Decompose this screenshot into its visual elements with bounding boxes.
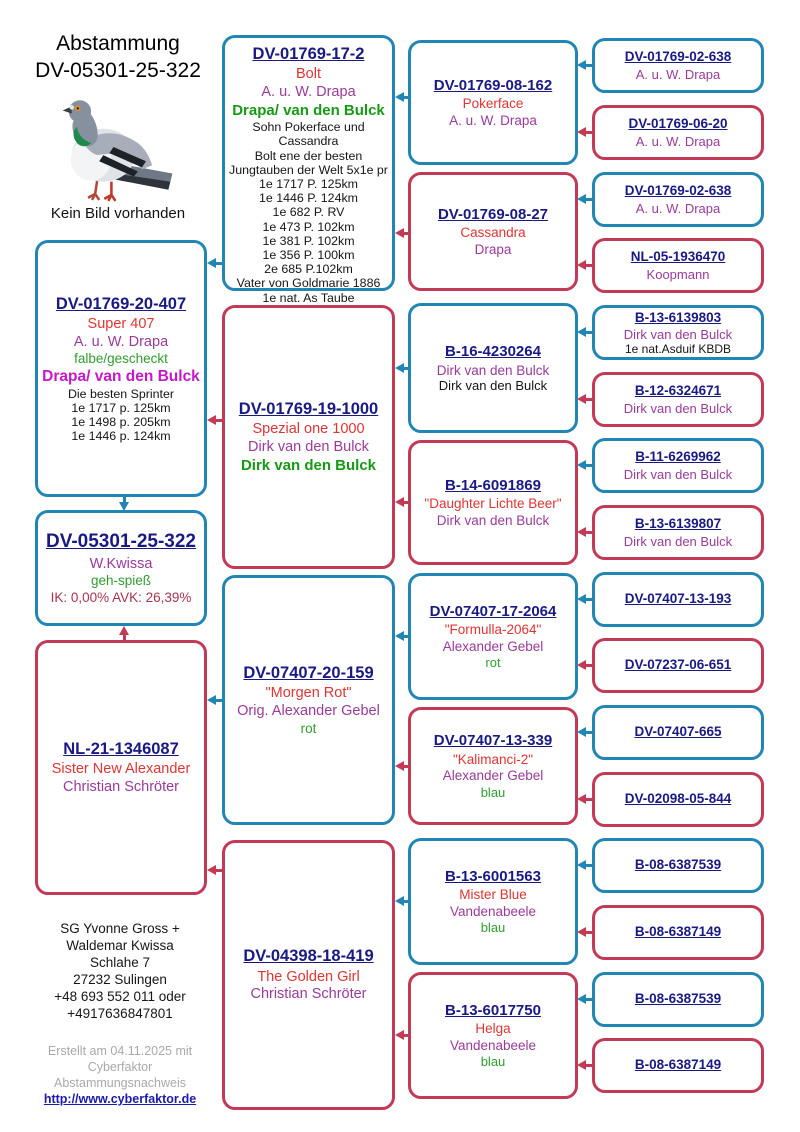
ring-number: B-13-6001563 [445, 867, 541, 885]
box-line: 1e 381 P. 102km [262, 233, 355, 248]
sire-arrow-left-icon [586, 864, 593, 867]
box-line: "Morgen Rot" [265, 685, 352, 702]
ring-number: DV-07237-06-651 [624, 657, 732, 673]
box-line: Vater von Goldmarie 1886 [236, 276, 381, 291]
text-line: 27232 Sulingen [73, 972, 167, 987]
box-subject [35, 510, 207, 626]
ring-number: DV-01769-08-27 [437, 205, 549, 223]
box-line: Orig. Alexander Gebel [237, 702, 380, 719]
box-line: Vandenabeele [449, 903, 537, 919]
box-line: "Formulla-2064" [444, 622, 542, 638]
box-line: blau [480, 784, 506, 800]
box-line: Helga [475, 1021, 511, 1037]
box-line: Vandenabeele [449, 1037, 537, 1053]
sire-arrow-left-icon [404, 900, 409, 903]
box-line: A. u. W. Drapa [635, 66, 721, 82]
box-great-grandparent-2 [408, 172, 578, 291]
title-ring-number: DV-05301-25-322 [35, 59, 201, 82]
box-line: Christian Schröter [62, 778, 180, 795]
box-line: Pokerface [462, 96, 524, 112]
box-gg-grandparent-5 [592, 305, 764, 360]
pigeon-photo [52, 84, 180, 204]
ring-number: DV-01769-17-2 [252, 45, 365, 63]
ring-number: B-11-6269962 [635, 449, 721, 465]
box-line: "Daughter Lichte Beer" [424, 496, 562, 512]
ring-number: B-08-6387149 [634, 1057, 722, 1073]
dam-arrow-left-icon [586, 664, 593, 667]
sire-arrow-left-icon [586, 64, 593, 67]
box-line: falbe/gescheckt [74, 351, 168, 367]
box-line: A. u. W. Drapa [73, 333, 169, 350]
box-great-grandparent-7 [408, 838, 578, 965]
box-line: Drapa/ van den Bulck [42, 367, 200, 385]
box-mother [35, 640, 207, 895]
box-line: 1e 473 P. 102km [262, 219, 355, 234]
ring-number: DV-01769-20-407 [55, 294, 187, 313]
box-line: 1e nat.Asduif KBDB [624, 341, 732, 356]
ring-number: NL-21-1346087 [63, 739, 179, 758]
box-line: Dirk van den Bulck [436, 512, 550, 528]
box-gg-grandparent-14 [592, 905, 764, 960]
text-line: Abstammungsnachweis [53, 1076, 186, 1090]
box-line: 1e 1717 p. 125km [71, 400, 171, 415]
box-gg-grandparent-11 [592, 705, 764, 760]
box-line: blau [480, 1054, 506, 1070]
text-line: SG Yvonne Gross + [60, 921, 180, 936]
sire-arrow-left-icon [404, 635, 409, 638]
ring-number: DV-01769-02-638 [624, 49, 732, 65]
box-line: Drapa/ van den Bulck [232, 101, 385, 119]
box-grandsire-paternal [222, 35, 395, 305]
box-line: Dirk van den Bulck [623, 533, 733, 549]
text-line: +48 693 552 011 oder [54, 989, 186, 1004]
box-line: Cassandra [460, 225, 526, 241]
ring-number: B-08-6387539 [634, 857, 722, 873]
box-line: Dirk van den Bulck [248, 439, 369, 456]
box-gg-grandparent-12 [592, 772, 764, 827]
box-gg-grandparent-7 [592, 438, 764, 493]
box-line: IK: 0,00% AVK: 26,39% [50, 589, 192, 605]
box-gg-grandparent-1 [592, 38, 764, 93]
box-line: Jungtauben der Welt 5x1e pr [229, 162, 388, 177]
box-line: A. u. W. Drapa [635, 200, 721, 216]
box-line: Spezial one 1000 [252, 421, 365, 438]
box-line: The Golden Girl [257, 968, 360, 985]
sire-arrow-left-icon [586, 731, 593, 734]
box-great-grandparent-4 [408, 440, 578, 565]
box-line: Dirk van den Bulck [623, 400, 733, 416]
box-granddam-paternal [222, 305, 395, 569]
sire-arrow-left-icon [216, 262, 223, 265]
ring-number: B-16-4230264 [445, 343, 541, 361]
footer-credit [18, 1043, 222, 1107]
box-line: A. u. W. Drapa [261, 84, 356, 101]
ring-number: DV-07407-17-2064 [429, 602, 557, 620]
dam-arrow-left-icon [586, 531, 593, 534]
box-line: 1e 1446 p. 124km [71, 429, 171, 444]
box-gg-grandparent-13 [592, 838, 764, 893]
ring-number: B-08-6387539 [634, 991, 722, 1007]
sire-arrow-left-icon [586, 464, 593, 467]
dam-arrow-left-icon [216, 419, 223, 422]
box-line: 1e 682 P. RV [272, 205, 345, 220]
dam-arrow-left-icon [586, 264, 593, 267]
box-line: Sister New Alexander [51, 761, 191, 778]
box-gg-grandparent-3 [592, 172, 764, 227]
ring-number: DV-01769-08-162 [433, 76, 553, 94]
box-line: rot [485, 655, 501, 671]
ring-number: DV-07407-665 [634, 724, 722, 740]
box-gg-grandparent-15 [592, 972, 764, 1027]
box-line: Bolt ene der besten [254, 148, 363, 163]
box-line: Alexander Gebel [442, 768, 544, 784]
ring-number: B-14-6091869 [445, 476, 541, 494]
box-line: Sohn Pokerface und [252, 120, 365, 135]
box-gg-grandparent-8 [592, 505, 764, 560]
box-great-grandparent-5 [408, 573, 578, 700]
ring-number: B-13-6139807 [634, 516, 722, 532]
ring-number: DV-02098-05-844 [624, 791, 732, 807]
box-line: Dirk van den Bulck [623, 466, 733, 482]
ring-number: DV-04398-18-419 [243, 947, 374, 966]
dam-arrow-left-icon [404, 232, 409, 235]
box-gg-grandparent-2 [592, 105, 764, 160]
box-father [35, 240, 207, 497]
ring-number: DV-01769-19-1000 [238, 399, 379, 418]
credit-lines [18, 1043, 222, 1091]
dam-arrow-left-icon [404, 765, 409, 768]
box-line: Dirk van den Bulck [240, 456, 377, 474]
box-great-grandparent-1 [408, 40, 578, 165]
sire-arrow-left-icon [404, 367, 409, 370]
box-line: 2e 685 P.102km [264, 262, 353, 277]
ring-number: B-13-6139803 [634, 309, 722, 325]
sire-arrow-left-icon [216, 699, 223, 702]
box-line: Christian Schröter [250, 986, 367, 1003]
dam-arrow-up-icon [123, 635, 126, 640]
sire-arrow-left-icon [586, 998, 593, 1001]
box-granddam-maternal [222, 840, 395, 1110]
owner-address [18, 920, 222, 1022]
title-line-1: Abstammung [56, 32, 180, 55]
box-gg-grandparent-10 [592, 638, 764, 693]
dam-arrow-left-icon [586, 1064, 593, 1067]
box-line: Mister Blue [459, 887, 527, 903]
sire-arrow-left-icon [586, 198, 593, 201]
sire-arrow-down-icon [123, 497, 126, 502]
ring-number: DV-05301-25-322 [46, 530, 196, 552]
box-line: Drapa [474, 241, 512, 257]
box-line: Alexander Gebel [442, 638, 544, 654]
box-great-grandparent-3 [408, 303, 578, 433]
box-line: Cassandra [278, 134, 339, 149]
box-line: geh-spieß [90, 573, 152, 589]
dam-arrow-left-icon [586, 798, 593, 801]
dam-arrow-left-icon [586, 131, 593, 134]
dam-arrow-left-icon [586, 931, 593, 934]
sire-arrow-left-icon [404, 96, 409, 99]
box-gg-grandparent-9 [592, 572, 764, 627]
box-line: "Kalimanci-2" [452, 751, 534, 767]
box-gg-grandparent-16 [592, 1038, 764, 1093]
dam-arrow-left-icon [586, 398, 593, 401]
box-great-grandparent-8 [408, 972, 578, 1099]
box-line: Super 407 [87, 315, 155, 332]
box-line: 1e 1717 P. 125km [259, 176, 358, 191]
dam-arrow-left-icon [216, 869, 223, 872]
box-line: 1e 1446 P. 124km [259, 191, 358, 206]
box-line: Bolt [296, 66, 321, 83]
ring-number: B-13-6017750 [445, 1001, 541, 1019]
box-line: blau [480, 920, 506, 936]
text-line: Waldemar Kwissa [66, 938, 174, 953]
sire-arrow-left-icon [586, 598, 593, 601]
ring-number: NL-05-1936470 [630, 249, 726, 265]
text-line: +4917636847801 [67, 1006, 173, 1021]
ring-number: DV-07407-13-339 [433, 732, 553, 750]
ring-number: B-08-6387149 [634, 924, 722, 940]
ring-number: DV-01769-02-638 [624, 183, 732, 199]
box-great-grandparent-6 [408, 707, 578, 825]
box-line: A. u. W. Drapa [449, 112, 537, 128]
box-line: 1e 1498 p. 205km [71, 415, 171, 430]
ring-number: DV-07407-13-193 [624, 591, 732, 607]
no-image-caption: Kein Bild vorhanden [50, 205, 186, 222]
box-line: Dirk van den Bulck [436, 362, 550, 378]
box-gg-grandparent-6 [592, 372, 764, 427]
dam-arrow-left-icon [404, 501, 409, 504]
box-line: Die besten Sprinter [67, 386, 175, 401]
ring-number: B-12-6324671 [634, 383, 722, 399]
box-grandsire-maternal [222, 575, 395, 825]
box-line: Koopmann [646, 266, 710, 282]
text-line: Erstellt am 04.11.2025 mit [47, 1044, 193, 1058]
ring-number: DV-01769-06-20 [628, 116, 728, 132]
text-line: Cyberfaktor [87, 1060, 153, 1074]
sire-arrow-left-icon [586, 331, 593, 334]
box-line: rot [300, 720, 317, 736]
dam-arrow-left-icon [404, 1034, 409, 1037]
box-line: Dirk van den Bulck [438, 378, 548, 394]
page-title [18, 30, 218, 84]
box-line: 1e 356 P. 100km [262, 247, 355, 262]
text-line: Schlahe 7 [89, 955, 151, 970]
cyberfaktor-link[interactable]: http://www.cyberfaktor.de [43, 1092, 197, 1106]
box-line: Dirk van den Bulck [623, 327, 733, 343]
box-gg-grandparent-4 [592, 238, 764, 293]
box-line: 1e nat. As Taube [262, 290, 355, 305]
ring-number: DV-07407-20-159 [243, 663, 374, 682]
box-line: W.Kwissa [89, 555, 153, 572]
box-line: A. u. W. Drapa [635, 133, 721, 149]
